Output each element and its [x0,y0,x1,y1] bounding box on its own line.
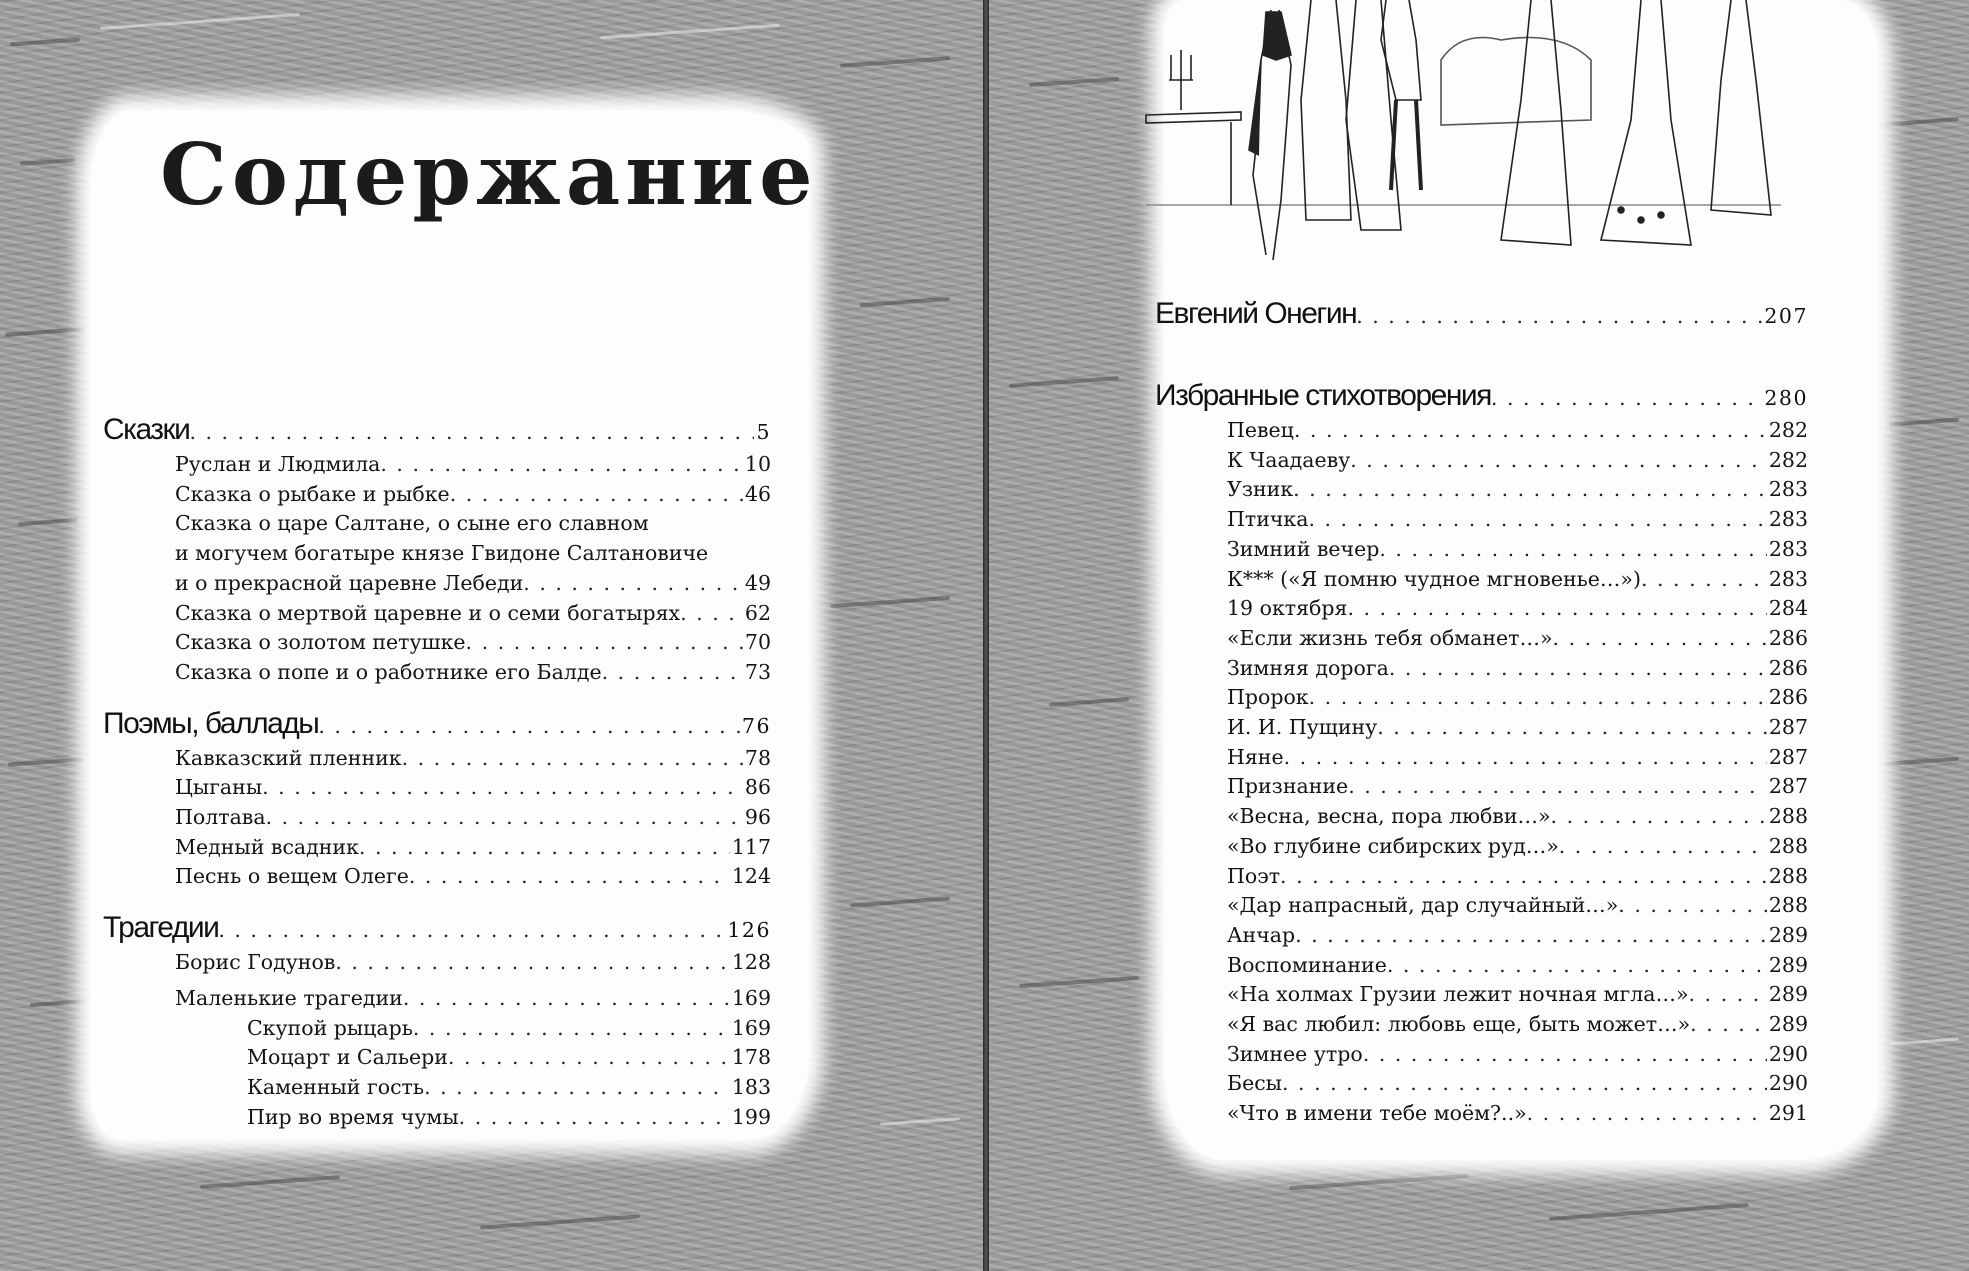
toc-item-multiline[interactable]: Сказка о царе Салтане, о сыне его славном и могучем богатыре князе Гвидоне Салтановиче и о прекрасной царевне Лебеди . . . 49 [103,509,771,598]
toc-item[interactable]: Борис Годунов . . . 128 [103,948,771,978]
toc-item[interactable]: Цыганы . . . 86 [103,773,771,803]
toc-item[interactable]: Воспоминание . . . 289 [1155,951,1808,981]
toc-item[interactable]: Медный всадник . . . 117 [103,833,771,863]
toc-item[interactable]: «На холмах Грузии лежит ночная мгла…» . . . 289 [1155,980,1808,1010]
right-page [989,0,1969,1271]
toc-subitem[interactable]: Каменный гость . . . 183 [103,1073,771,1103]
toc-subitem[interactable]: Моцарт и Сальери . . . 178 [103,1043,771,1073]
right-toc [1155,296,1808,1129]
toc-item[interactable]: Поэт . . . 288 [1155,862,1808,892]
toc-subitem[interactable]: Скупой рыцарь . . . 169 [103,1014,771,1044]
toc-item[interactable]: Анчар . . . 289 [1155,921,1808,951]
page-title: Содержание [160,125,818,224]
toc-item[interactable]: К*** («Я помню чудное мгновенье…») . . . 283 [1155,565,1808,595]
toc-item[interactable]: Няне . . . 287 [1155,743,1808,773]
toc-item[interactable]: «Во глубине сибирских руд…» . . . 288 [1155,832,1808,862]
toc-section-poemy[interactable]: Поэмы, баллады . . . 76 [103,706,771,744]
toc-item[interactable]: Признание . . . 287 [1155,772,1808,802]
left-toc [103,412,771,1132]
toc-item[interactable]: Зимняя дорога . . . 286 [1155,654,1808,684]
left-page [0,0,983,1271]
toc-item[interactable]: Птичка . . . 283 [1155,505,1808,535]
toc-item[interactable]: Бесы . . . 290 [1155,1069,1808,1099]
toc-item[interactable]: Зимнее утро . . . 290 [1155,1040,1808,1070]
toc-item[interactable]: Маленькие трагедии . . . 169 [103,984,771,1014]
toc-item[interactable]: Руслан и Людмила . . . 10 [103,450,771,480]
toc-item[interactable]: К Чаадаеву . . . 282 [1155,446,1808,476]
toc-item[interactable]: Зимний вечер . . . 283 [1155,535,1808,565]
toc-subitem[interactable]: Пир во время чумы . . . 199 [103,1103,771,1133]
toc-item[interactable]: Пророк . . . 286 [1155,683,1808,713]
toc-item[interactable]: «Что в имени тебе моём?..» . . . 291 [1155,1099,1808,1129]
toc-item[interactable]: Узник . . . 283 [1155,475,1808,505]
toc-section-tragedii[interactable]: Трагедии . . . 126 [103,910,771,948]
toc-item[interactable]: Сказка о рыбаке и рыбке . . . 46 [103,480,771,510]
toc-item[interactable]: Сказка о золотом петушке . . . 70 [103,628,771,658]
toc-item[interactable]: 19 октября . . . 284 [1155,594,1808,624]
toc-item[interactable]: И. И. Пущину . . . 287 [1155,713,1808,743]
toc-section-skazki[interactable]: Сказки . . . 5 [103,412,771,450]
ball-illustration [1141,0,1791,270]
toc-item[interactable]: «Дар напрасный, дар случайный…» . . . 288 [1155,891,1808,921]
toc-section-poems[interactable]: Избранные стихотворения . . . 280 [1155,378,1808,416]
toc-item[interactable]: Сказка о мертвой царевне и о семи богатырях . . . 62 [103,599,771,629]
toc-item[interactable]: Полтава . . . 96 [103,803,771,833]
toc-item[interactable]: Сказка о попе и о работнике его Балде . . . 73 [103,658,771,688]
toc-section-onegin[interactable]: Евгений Онегин . . . 207 [1155,296,1808,334]
toc-item[interactable]: Певец . . . 282 [1155,416,1808,446]
toc-item[interactable]: «Если жизнь тебя обманет…» . . . 286 [1155,624,1808,654]
toc-item[interactable]: Песнь о вещем Олеге . . . 124 [103,862,771,892]
toc-item[interactable]: «Весна, весна, пора любви…» . . . 288 [1155,802,1808,832]
toc-item[interactable]: «Я вас любил: любовь еще, быть может…» . . . 289 [1155,1010,1808,1040]
toc-item[interactable]: Кавказский пленник . . . 78 [103,744,771,774]
